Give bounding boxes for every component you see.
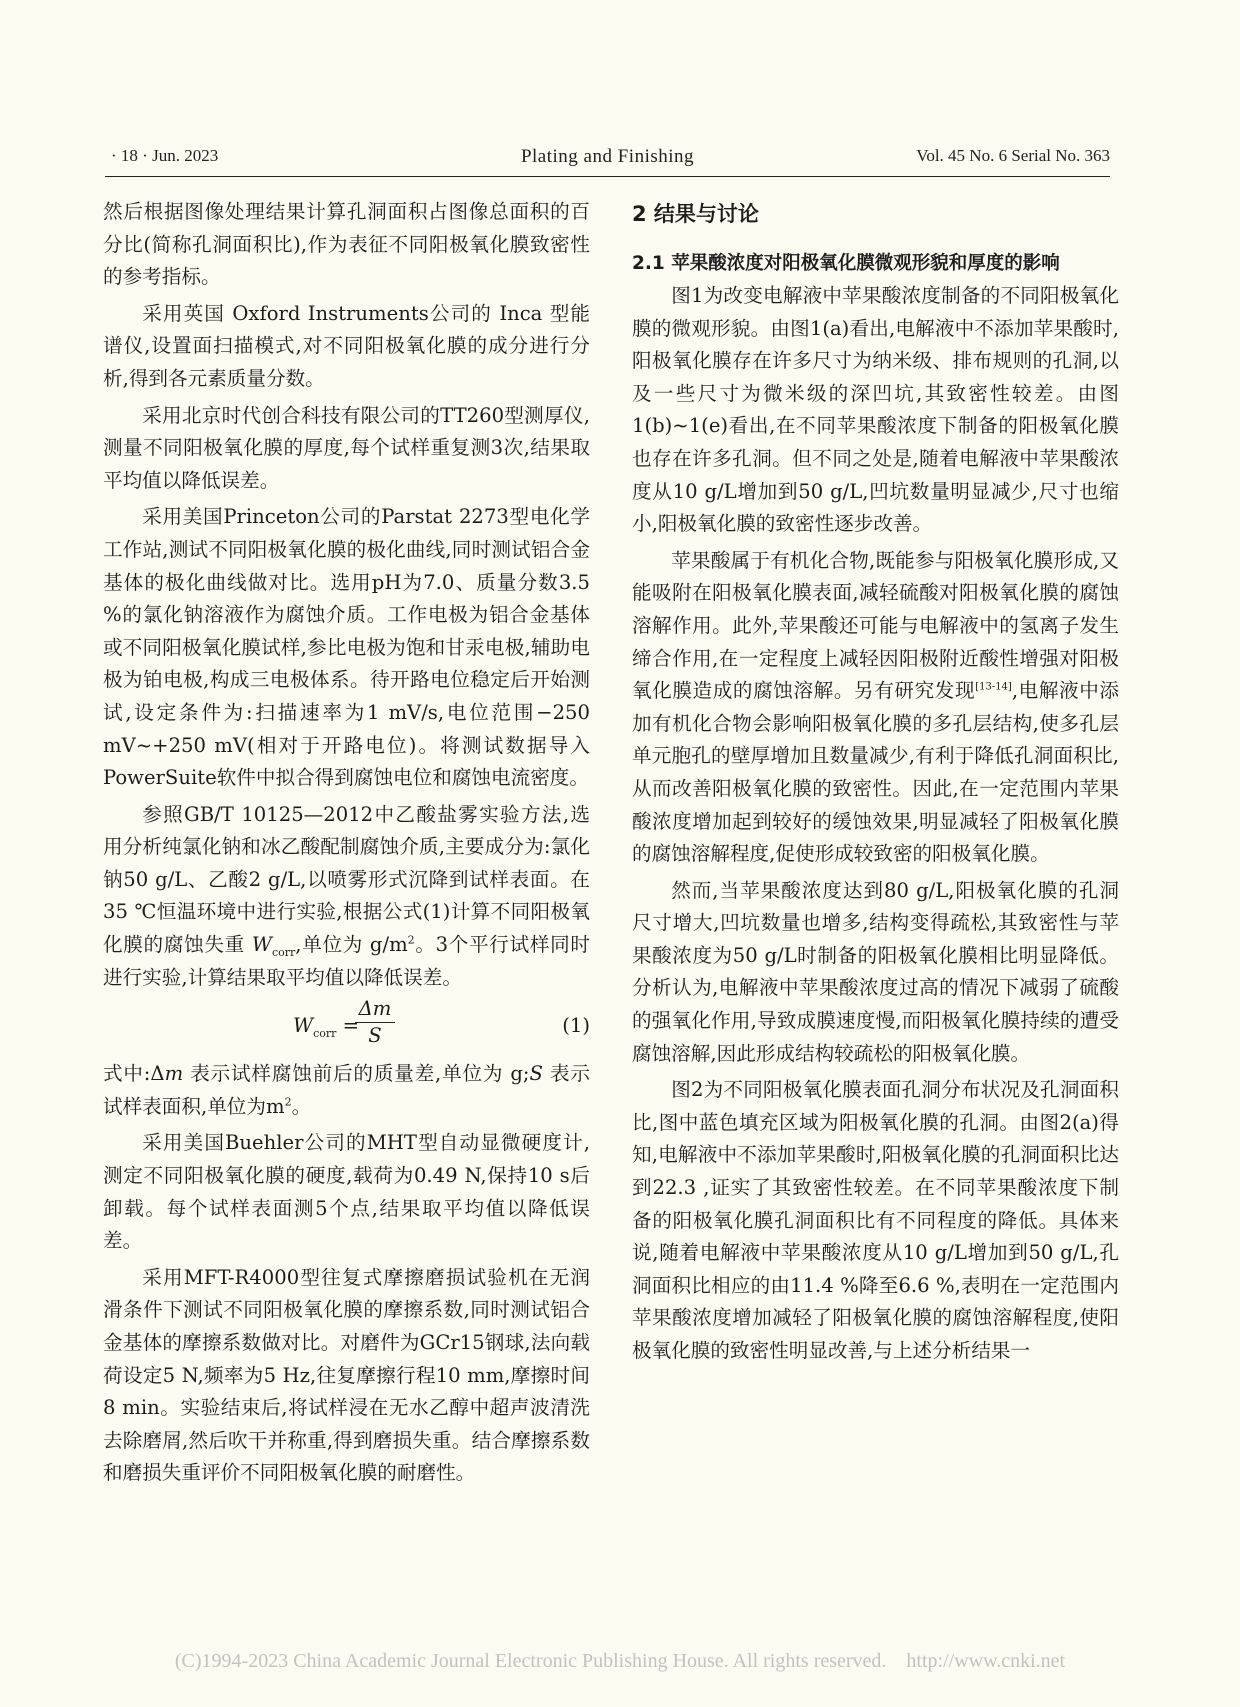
equation-lhs: $W_{corr}$ =	[293, 1014, 360, 1041]
copyright-watermark: (C)1994-2023 China Academic Journal Electronic Publishing House. All rights reserved. http://www.cnki.net	[174, 1650, 1066, 1672]
paragraph: 采用美国Buehler公司的MHT型自动显微硬度计,测定不同阳极氧化膜的硬度,载荷为0.49 N,保持10 s后卸载。每个试样表面测5个点,结果取平均值以降低误差。	[103, 1131, 590, 1253]
paragraph: 苹果酸属于有机化合物,既能参与阳极氧化膜形成,又能吸附在阳极氧化膜表面,减轻硫酸对阳极氧化膜的腐蚀溶解作用。此外,苹果酸还可能与电解液中的氢离子发生缔合作用,在一定程度上减轻因阳极附近酸性增强对阳极氧化膜造成的腐蚀溶解。另有研究发现[13-14],电解液中添加有机化合物会影响阳极氧化膜的多孔层结构,使多孔层单元胞孔的壁厚增加且数量减少,有利于降低孔洞面积比,从而改善阳极氧化膜的致密性。因此,在一定范围内苹果酸浓度增加起到较好的缓蚀效果,明显减轻了阳极氧化膜的腐蚀溶解程度,促使形成较致密的阳极氧化膜。	[632, 548, 1119, 866]
equation-number: (1)	[562, 1014, 590, 1038]
subsection-title: 2.1 苹果酸浓度对阳极氧化膜微观形貌和厚度的影响	[632, 253, 1060, 274]
paragraph: 然后根据图像处理结果计算孔洞面积占图像总面积的百分比(简称孔洞面积比),作为表征不同阳极氧化膜致密性的参考指标。	[103, 200, 590, 289]
page-number-date: · 18 · Jun. 2023	[111, 146, 219, 165]
paragraph: 采用MFT-R4000型往复式摩擦磨损试验机在无润滑条件下测试不同阳极氧化膜的摩擦系数,同时测试铝合金基体的摩擦系数做对比。对磨件为GCr15钢球,法向载荷设定5 N,频率为5 Hz,往复摩擦行程10 mm,摩擦时间8 min。实验结束后,将试样浸在无水乙醇中超声波清洗去除磨屑,然后吹干并称重,得到磨损失重。结合摩擦系数和磨损失重评价不同阳极氧化膜的耐磨性。	[103, 1265, 590, 1485]
running-header	[105, 140, 1110, 177]
citation: [13-14]	[975, 681, 1012, 693]
paragraph: 采用北京时代创合科技有限公司的TT260型测厚仪,测量不同阳极氧化膜的厚度,每个试样重复测3次,结果取平均值以降低误差。	[103, 403, 590, 492]
volume-info: Vol. 45 No. 6 Serial No. 363	[916, 146, 1110, 165]
paragraph: 然而,当苹果酸浓度达到80 g/L,阳极氧化膜的孔洞尺寸增大,凹坑数量也增多,结构变得疏松,其致密性与苹果酸浓度为50 g/L时制备的阳极氧化膜相比明显降低。分析认为,电解液中苹果酸浓度过高的情况下减弱了硫酸的强氧化作用,导致成膜速度慢,而阳极氧化膜持续的遭受腐蚀溶解,因此形成结构较疏松的阳极氧化膜。	[632, 878, 1119, 1065]
paragraph: 采用英国 Oxford Instruments公司的 Inca 型能谱仪,设置面扫描模式,对不同阳极氧化膜的成分进行分析,得到各元素质量分数。	[103, 301, 590, 390]
equation-fraction: $\frac{\Delta m}{S}$	[355, 996, 395, 1049]
journal-name: Plating and Finishing	[520, 146, 695, 167]
paragraph: 采用美国Princeton公司的Parstat 2273型电化学工作站,测试不同阳极氧化膜的极化曲线,同时测试铝合金基体的极化曲线做对比。选用pH为7.0、质量分数3.5 %的氯化钠溶液作为腐蚀介质。工作电极为铝合金基体或不同阳极氧化膜试样,参比电极为饱和甘汞电极,辅助电极为铂电极,构成三电极体系。待开路电位稳定后开始测试,设定条件为:扫描速率为1 mV/s,电位范围−250 mV~+250 mV(相对于开路电位)。将测试数据导入PowerSuite软件中拟合得到腐蚀电位和腐蚀电流密度。	[103, 505, 590, 790]
paragraph: 图2为不同阳极氧化膜表面孔洞分布状况及孔洞面积比,图中蓝色填充区域为阳极氧化膜的孔洞。由图2(a)得知,电解液中不添加苹果酸时,阳极氧化膜的孔洞面积比达到22.3 ,证实了其致密性较差。在不同苹果酸浓度下制备的阳极氧化膜孔洞面积比有不同程度的降低。具体来说,随着电解液中苹果酸浓度从10 g/L增加到50 g/L,孔洞面积比相应的由11.4 %降至6.6 %,表明在一定范围内苹果酸浓度增加减轻了阳极氧化膜的腐蚀溶解程度,使阳极氧化膜的致密性明显改善,与上述分析结果一	[632, 1078, 1119, 1362]
section-title: 2 结果与讨论	[632, 202, 759, 226]
equation-1	[103, 996, 590, 1054]
left-column	[103, 196, 590, 1490]
paragraph: 式中:Δm 表示试样腐蚀前后的质量差,单位为 g;S 表示试样表面积,单位为$m^2$。	[103, 1062, 590, 1118]
paragraph: 图1为改变电解液中苹果酸浓度制备的不同阳极氧化膜的微观形貌。由图1(a)看出,电解液中不添加苹果酸时,阳极氧化膜存在许多尺寸为纳米级、排布规则的孔洞,以及一些尺寸为微米级的深凹坑,其致密性较差。由图1(b)~1(e)看出,在不同苹果酸浓度下制备的阳极氧化膜也存在许多孔洞。但不同之处是,随着电解液中苹果酸浓度从10 g/L增加到50 g/L,凹坑数量明显减少,尺寸也缩小,阳极氧化膜的致密性逐步改善。	[632, 284, 1119, 536]
paragraph: 参照GB/T 10125—2012中乙酸盐雾实验方法,选用分析纯氯化钠和冰乙酸配制腐蚀介质,主要成分为:氯化钠50 g/L、乙酸2 g/L,以喷雾形式沉降到试样表面。在35 ℃恒温环境中进行实验,根据公式(1)计算不同阳极氧化膜的腐蚀失重 $W_{corr}$,单位为 $g/m^2$。3个平行试样同时进行实验,计算结果取平均值以降低误差。	[103, 802, 590, 989]
right-column	[632, 196, 1119, 1368]
